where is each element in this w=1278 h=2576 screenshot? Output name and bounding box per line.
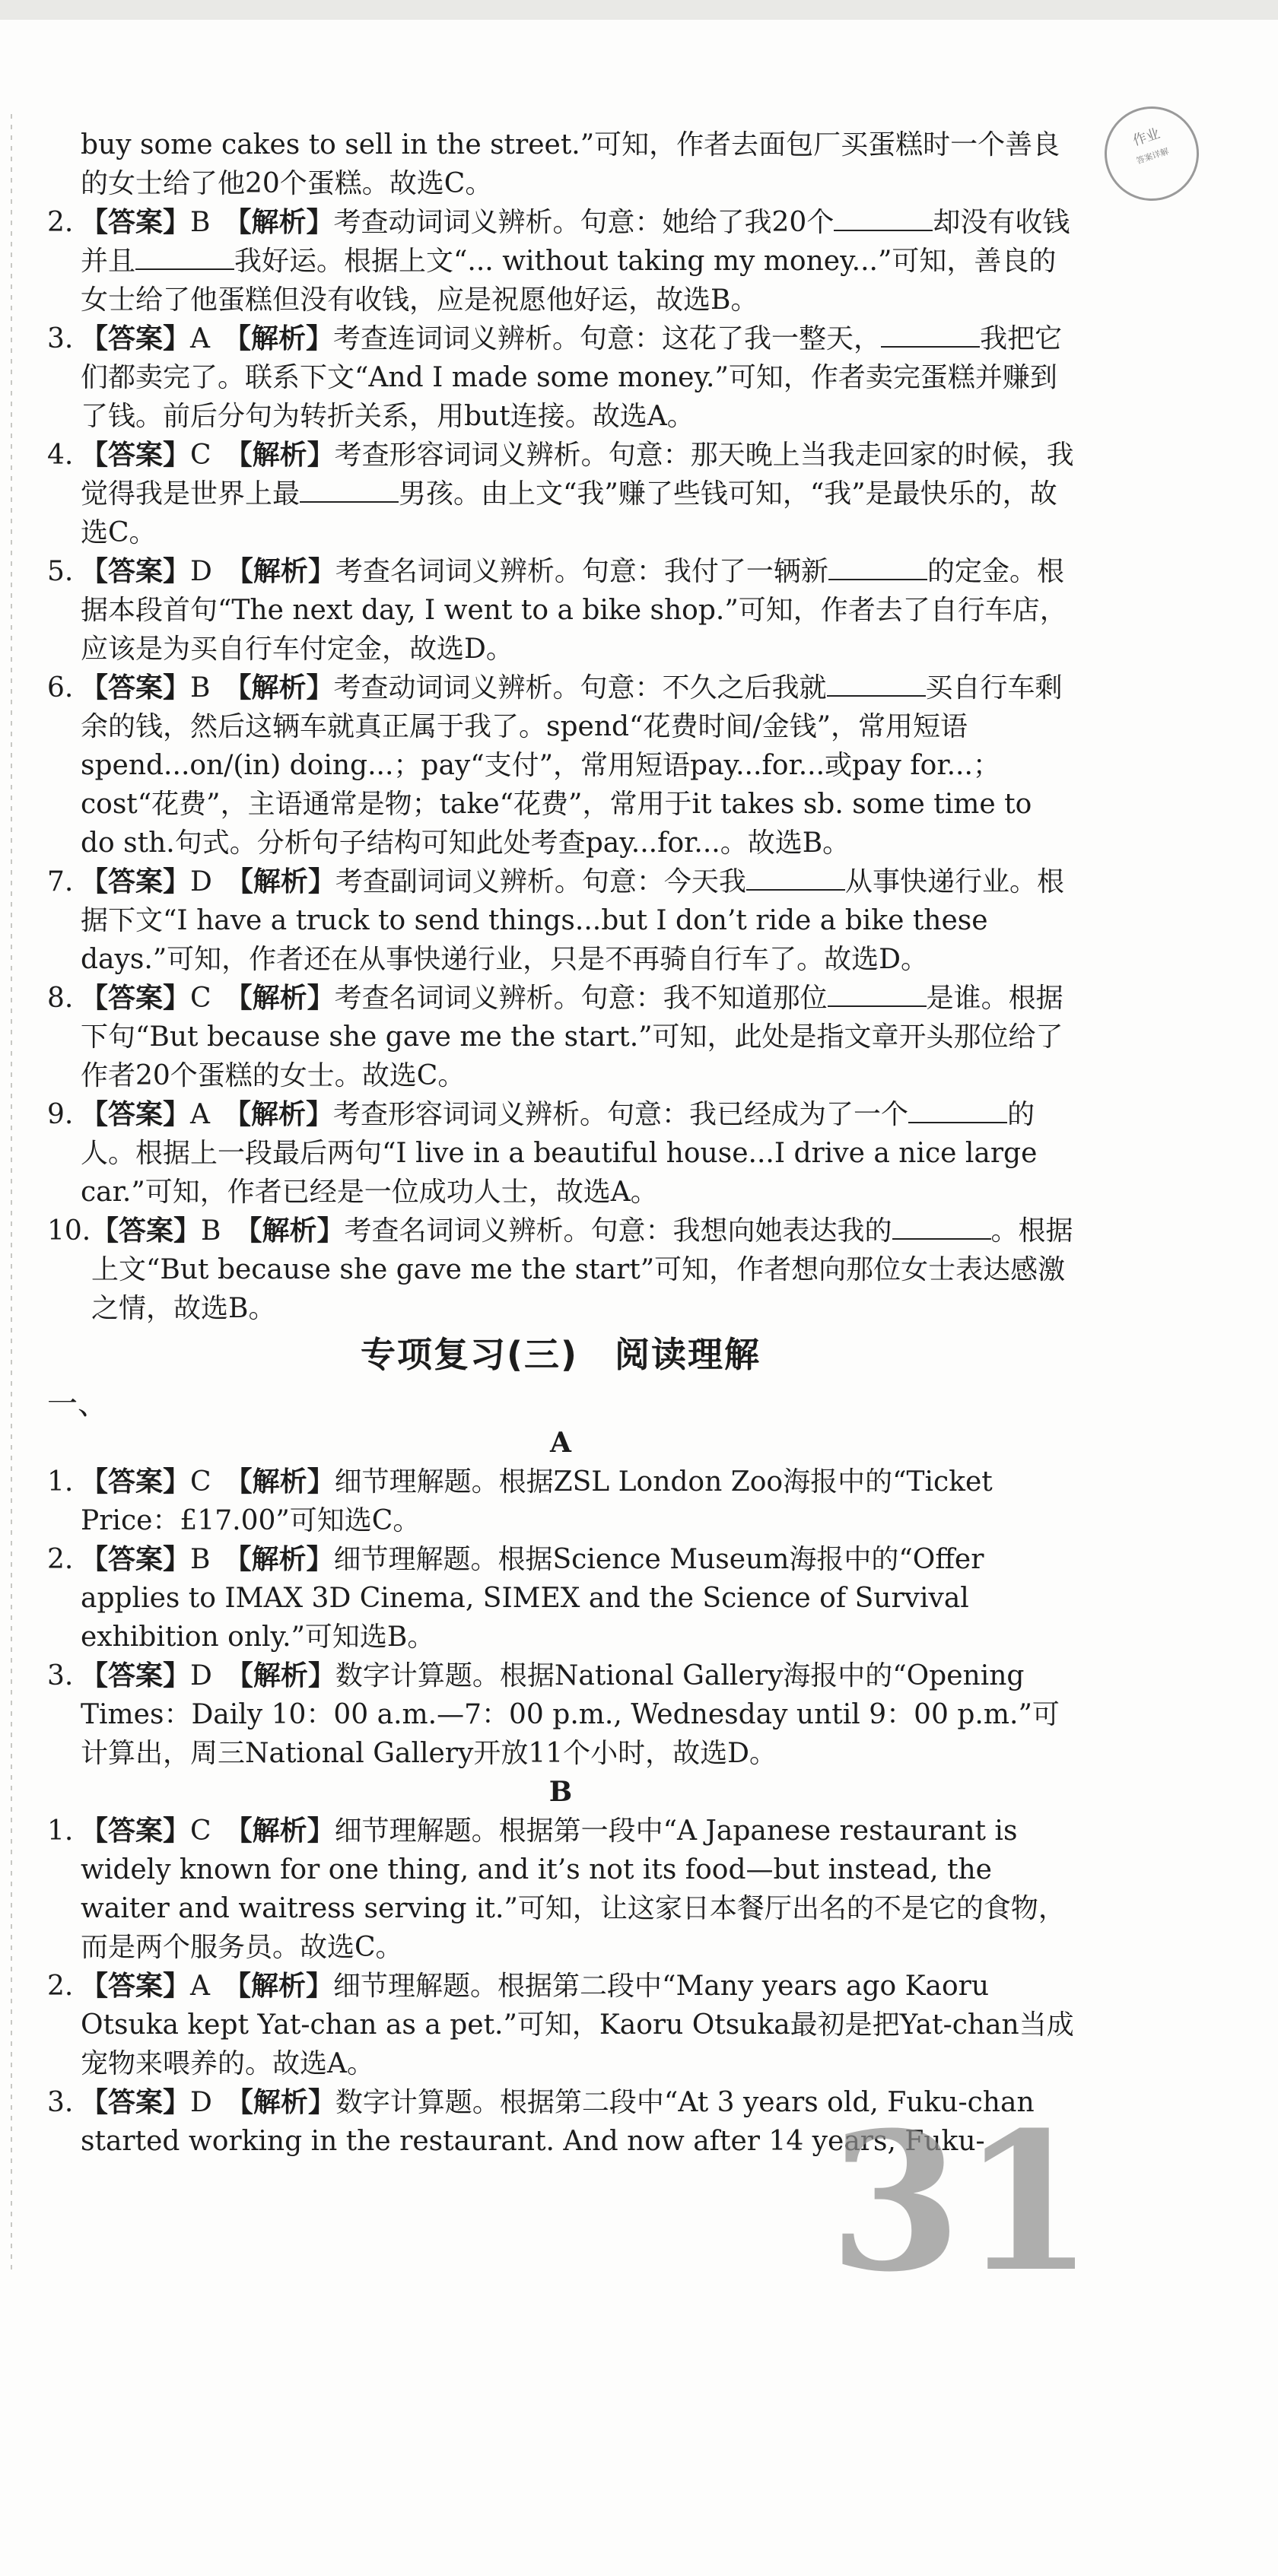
answer-label: 【答案】 <box>81 206 191 238</box>
analysis-label: 【解析】 <box>239 2086 335 2118</box>
item-number: 4. <box>47 440 74 471</box>
answer-choice: C <box>190 983 211 1014</box>
passage-label: B <box>548 1776 573 1808</box>
analysis-text: 考查连词词义辨析。句意：这花了我一整天， <box>333 323 882 354</box>
analysis-text: 我好运。根据上文“... without taking my money...”可知，善良的女士给了他蛋糕但没有收钱，应是祝愿他好运，故选B。 <box>81 246 1057 316</box>
stamp-line-2: 答案详解 <box>1135 146 1171 167</box>
analysis-label: 【解析】 <box>237 1098 334 1130</box>
answer-choice: D <box>190 2087 212 2118</box>
answer-item <box>47 1967 1074 2083</box>
analysis-label: 【解析】 <box>239 866 335 897</box>
answer-item <box>47 1212 1074 1328</box>
answer-label: 【答案】 <box>81 1815 191 1847</box>
item-number: 2. <box>47 1971 74 2002</box>
analysis-label: 【解析】 <box>237 672 334 704</box>
item-number: 10. <box>47 1215 91 1247</box>
answer-label: 【答案】 <box>81 1970 191 2002</box>
fill-in-blank <box>828 556 927 580</box>
answer-item <box>47 1463 1074 1540</box>
item-number: 3. <box>47 1660 74 1691</box>
analysis-text: 却没有收钱并且 <box>81 207 1070 277</box>
analysis-label: 【解析】 <box>237 1970 334 2002</box>
answer-label: 【答案】 <box>81 1660 191 1691</box>
answer-item <box>47 1540 1074 1656</box>
item-number: 1. <box>47 1466 74 1498</box>
analysis-text: 细节理解题。根据第二段中“Many years ago Kaoru Otsuka kept Yat-chan as a pet.”可知，Kaoru Otsuka最初是把Yat-chan当成宠物来喂养的。故选A。 <box>81 1971 1074 2079</box>
item-number: 2. <box>47 1544 74 1575</box>
analysis-text: 细节理解题。根据Science Museum海报中的“Offer applies to IMAX 3D Cinema, SIMEX and the Science of Survival exhibition only.”可知选B。 <box>81 1544 984 1653</box>
fill-in-blank <box>892 1215 991 1240</box>
analysis-text: 考查动词词义辨析。句意：不久之后我就 <box>333 672 827 704</box>
analysis-text: 考查动词词义辨析。句意：她给了我20个 <box>333 207 835 238</box>
stamp-line-1: 作业 <box>1130 125 1162 150</box>
analysis-label: 【解析】 <box>238 982 335 1014</box>
answer-choice: B <box>190 672 211 704</box>
answer-label: 【答案】 <box>81 982 191 1014</box>
answer-label: 【答案】 <box>81 439 191 471</box>
analysis-label: 【解析】 <box>239 1660 335 1691</box>
answer-label: 【答案】 <box>81 555 191 587</box>
answer-label: 【答案】 <box>81 672 191 704</box>
answer-item <box>47 669 1074 862</box>
answer-choice: D <box>190 1660 212 1691</box>
analysis-text: 考查形容词词义辨析。句意：那天晚上当我走回家的时候，我觉得我是世界上最 <box>81 440 1074 510</box>
scan-top-edge <box>0 0 1278 20</box>
part-label: 一、 <box>47 1386 108 1421</box>
fill-in-blank <box>834 207 933 231</box>
fill-in-blank <box>135 246 234 270</box>
analysis-text: 考查副词词义辨析。句意：今天我 <box>335 866 746 897</box>
analysis-text: 细节理解题。根据ZSL London Zoo海报中的“Ticket Price：£17.00”可知选C。 <box>81 1466 993 1536</box>
analysis-label: 【解析】 <box>237 1543 334 1575</box>
analysis-label: 【解析】 <box>238 439 335 471</box>
analysis-text: 数字计算题。根据National Gallery海报中的“Opening Times：Daily 10：00 a.m.—7：00 p.m., Wednesday until 9：00 p.m.”可计算出，周三National Gallery开放11个小时，故选D。 <box>81 1660 1060 1769</box>
fill-in-blank <box>908 1099 1007 1123</box>
answer-label: 【答案】 <box>81 1543 191 1575</box>
answer-choice: B <box>190 207 211 238</box>
analysis-label: 【解析】 <box>237 206 334 238</box>
answer-item <box>47 203 1074 319</box>
answer-label: 【答案】 <box>81 2086 191 2118</box>
answer-label: 【答案】 <box>81 1466 191 1498</box>
answer-item <box>47 552 1074 669</box>
answer-choice: A <box>190 323 211 354</box>
answer-item <box>47 319 1074 436</box>
section-title: 专项复习(三) 阅读理解 <box>360 1334 761 1375</box>
item-number: 5. <box>47 556 74 587</box>
answer-choice: B <box>201 1215 221 1247</box>
item-number: 6. <box>47 672 74 704</box>
analysis-label: 【解析】 <box>248 1215 345 1247</box>
fill-in-blank <box>300 478 399 503</box>
analysis-text: 。根据上文“But because she gave me the start”可知，作者想向那位女士表达感激之情，故选B。 <box>91 1215 1073 1324</box>
cloze-answer-list <box>47 203 1074 1328</box>
item-number: 8. <box>47 983 74 1014</box>
analysis-text: 考查名词词义辨析。句意：我不知道那位 <box>334 983 828 1014</box>
analysis-text: 考查名词词义辨析。句意：我想向她表达我的 <box>344 1215 892 1247</box>
continuation-paragraph: buy some cakes to sell in the street.”可知，作者去面包厂买蛋糕时一个善良的女士给了他20个蛋糕。故选C。 <box>81 129 1060 199</box>
answer-choice: D <box>190 556 212 587</box>
answer-choice: A <box>190 1971 211 2002</box>
binding-margin-rule <box>11 114 12 2274</box>
answer-item <box>47 1656 1074 1773</box>
analysis-label: 【解析】 <box>237 322 334 354</box>
item-number: 3. <box>47 2087 74 2118</box>
analysis-label: 【解析】 <box>239 555 335 587</box>
analysis-text: 考查名词词义辨析。句意：我付了一辆新 <box>335 556 828 587</box>
answer-choice: C <box>190 1466 211 1498</box>
analysis-text: 我把它们都卖完了。联系下文“And I made some money.”可知，作者卖完蛋糕并赚到了钱。前后分句为转折关系，用but连接。故选A。 <box>81 323 1063 432</box>
passage-label: A <box>550 1427 571 1459</box>
analysis-label: 【解析】 <box>238 1466 335 1498</box>
answer-choice: D <box>190 866 212 897</box>
answer-label: 【答案】 <box>81 866 191 897</box>
homework-stamp <box>1092 94 1211 213</box>
analysis-text: 的人。根据上一段最后两句“I live in a beautiful house...I drive a nice large car.”可知，作者已经是一位成功人士，故选A。 <box>81 1099 1038 1208</box>
answer-item <box>47 979 1074 1095</box>
answer-item <box>47 1095 1074 1212</box>
answer-choice: C <box>190 440 211 471</box>
analysis-text: 从事快递行业。根据下文“I have a truck to send things...but I don’t ride a bike these days.”可知，作者还在从事快递行业，只是不再骑自行车了。故选D。 <box>81 866 1064 975</box>
analysis-text: 细节理解题。根据第一段中“A Japanese restaurant is widely known for one thing, and it’s not its food—but instead, the waiter and waitress serving it.”可知，让这家日本餐厅出名的不是它的食物，而是两个服务员。故选C。 <box>81 1815 1066 1963</box>
analysis-text: 男孩。由上文“我”赚了些钱可知，“我”是最快乐的，故选C。 <box>81 478 1057 548</box>
item-number: 2. <box>47 207 74 238</box>
reading-answer-list <box>47 1424 1074 2161</box>
fill-in-blank <box>746 866 845 891</box>
item-number: 9. <box>47 1099 74 1130</box>
answer-choice: B <box>190 1544 211 1575</box>
answer-content <box>47 125 1074 2161</box>
analysis-text: 考查形容词词义辨析。句意：我已经成为了一个 <box>333 1099 909 1130</box>
analysis-label: 【解析】 <box>238 1815 335 1847</box>
answer-label: 【答案】 <box>81 322 191 354</box>
answer-label: 【答案】 <box>91 1215 202 1247</box>
analysis-text: 的定金。根据本段首句“The next day, I went to a bike shop.”可知，作者去了自行车店，应该是为买自行车付定金，故选D。 <box>81 556 1067 665</box>
fill-in-blank <box>827 672 926 697</box>
answer-item <box>47 862 1074 979</box>
answer-choice: A <box>190 1099 211 1130</box>
answer-label: 【答案】 <box>81 1098 191 1130</box>
analysis-text: 买自行车剩余的钱，然后这辆车就真正属于我了。spend“花费时间/金钱”，常用短语spend...on/(in) doing...；pay“支付”，常用短语pay...for...或pay for...；cost“花费”，主语通常是物；take“花费”，常用于it takes sb. some time to do sth.句式。分析句子结构可知此处考查pay...for...。故选B。 <box>81 672 1063 859</box>
answer-item <box>47 436 1074 552</box>
page-number: 31 <box>829 2090 1094 2314</box>
fill-in-blank <box>881 323 980 348</box>
fill-in-blank <box>828 983 927 1007</box>
item-number: 7. <box>47 866 74 897</box>
item-number: 1. <box>47 1815 74 1847</box>
item-number: 3. <box>47 323 74 354</box>
analysis-text: 数字计算题。根据第二段中“At 3 years old, Fuku-chan started working in the restaurant. And now after 14 years, Fuku- <box>81 2087 1035 2157</box>
answer-item <box>47 1812 1074 1967</box>
analysis-text: 是谁。根据下句“But because she gave me the start.”可知，此处是指文章开头那位给了作者20个蛋糕的女士。故选C。 <box>81 983 1063 1091</box>
answer-choice: C <box>190 1815 211 1847</box>
